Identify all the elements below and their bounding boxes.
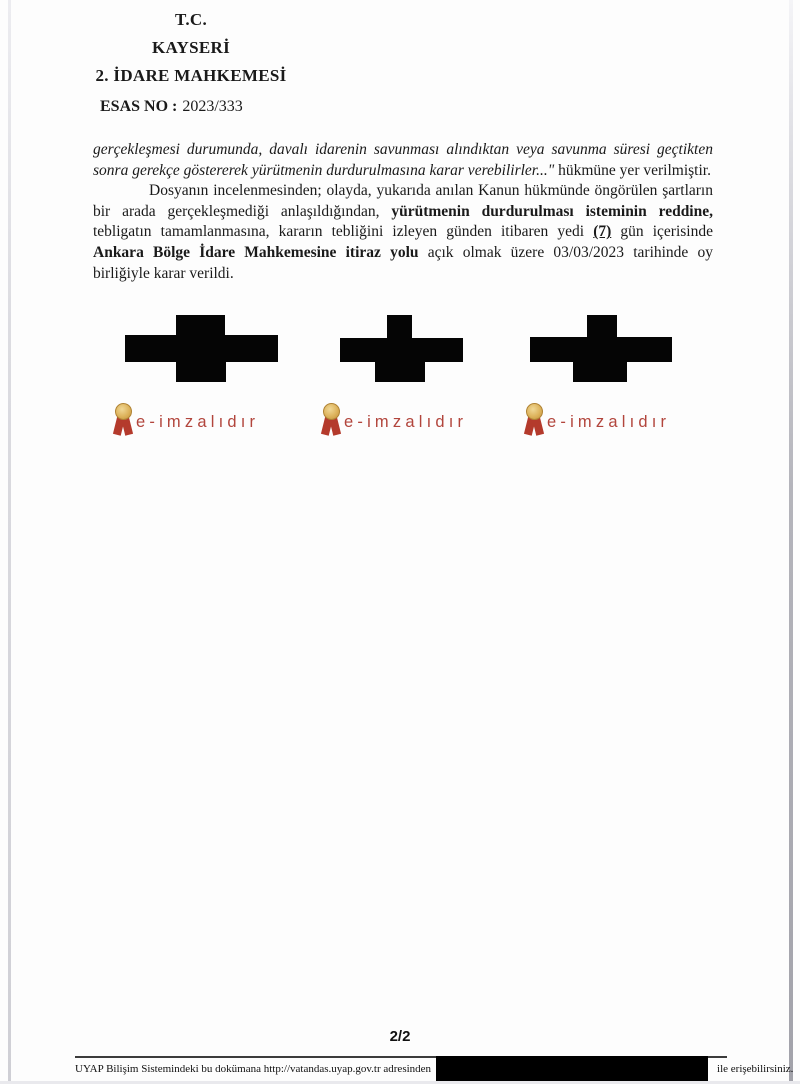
access-code-redaction bbox=[436, 1056, 708, 1081]
ruling-text: açık olmak üzere 03/03/2023 tarihinde oy birliğiyle karar verildi. bbox=[93, 243, 714, 282]
uyap-access-text: UYAP Bilişim Sistemindeki bu dokümana http://vatandas.uyap.gov.tr adresinden bbox=[75, 1063, 432, 1075]
case-number-value: 2023/333 bbox=[182, 98, 243, 115]
e-signature-stamp-2 bbox=[320, 402, 467, 442]
page-right-edge bbox=[789, 0, 793, 1084]
statute-quote: gerçekleşmesi durumunda, davalı idarenin savunması alındıktan veya savunma süresi geçtikten sonra gerekçe göstererek yürütmenin durdurulmasına karar verebilirler..." bbox=[93, 141, 713, 179]
header-city: KAYSERİ bbox=[151, 38, 230, 57]
redaction-bar bbox=[375, 360, 425, 382]
redaction-bar bbox=[176, 315, 225, 355]
redaction-bar bbox=[587, 315, 617, 339]
decision-body bbox=[93, 140, 713, 284]
redaction-bar bbox=[387, 315, 412, 340]
ruling-text: Dosyanın incelenmesinden; olayda, yukarıda anılan Kanun hükmünde öngörülen şartların bir arada gerçekleşmediği anlaşıldığından, bbox=[93, 182, 713, 220]
uyap-access-note bbox=[75, 1056, 794, 1081]
medal-ribbon-icon bbox=[112, 402, 136, 442]
ruling-text: gün içerisinde bbox=[611, 223, 713, 241]
e-signature-stamp-3 bbox=[523, 402, 670, 442]
ruling-bold-rejection: yürütmenin durdurulması isteminin reddine, bbox=[391, 202, 713, 220]
header-court-name: 2. İDARE MAHKEMESİ bbox=[95, 66, 287, 85]
appeal-days-count: (7) bbox=[593, 223, 612, 241]
court-header bbox=[91, 6, 291, 90]
case-number-label: ESAS NO : bbox=[100, 98, 178, 115]
page-left-edge bbox=[8, 0, 11, 1084]
ruling-text: tebligatın tamamlanmasına, kararın tebliğini izleyen günden itibaren yedi bbox=[93, 223, 594, 241]
redaction-bar bbox=[176, 355, 226, 382]
redaction-bar bbox=[573, 360, 627, 382]
header-state-abbr: T.C. bbox=[174, 10, 208, 29]
ruling-paragraph bbox=[93, 181, 713, 284]
uyap-access-text-after: ile erişebilirsiniz. bbox=[717, 1063, 794, 1075]
case-number-line bbox=[100, 98, 243, 116]
e-signature-label: e-imzalıdır bbox=[547, 412, 671, 431]
e-signature-label: e-imzalıdır bbox=[136, 412, 260, 431]
redaction-bar bbox=[530, 337, 672, 362]
e-signature-label: e-imzalıdır bbox=[344, 412, 468, 431]
medal-ribbon-icon bbox=[523, 402, 547, 442]
quote-closing: hükmüne yer verilmiştir. bbox=[554, 161, 711, 179]
page-number: 2/2 bbox=[389, 1028, 411, 1045]
appeal-court-bold: Ankara Bölge İdare Mahkemesine itiraz yolu bbox=[93, 243, 419, 261]
e-signature-stamp-1 bbox=[112, 402, 259, 442]
redaction-bar bbox=[340, 338, 463, 362]
quote-paragraph bbox=[93, 140, 713, 181]
medal-ribbon-icon bbox=[320, 402, 344, 442]
